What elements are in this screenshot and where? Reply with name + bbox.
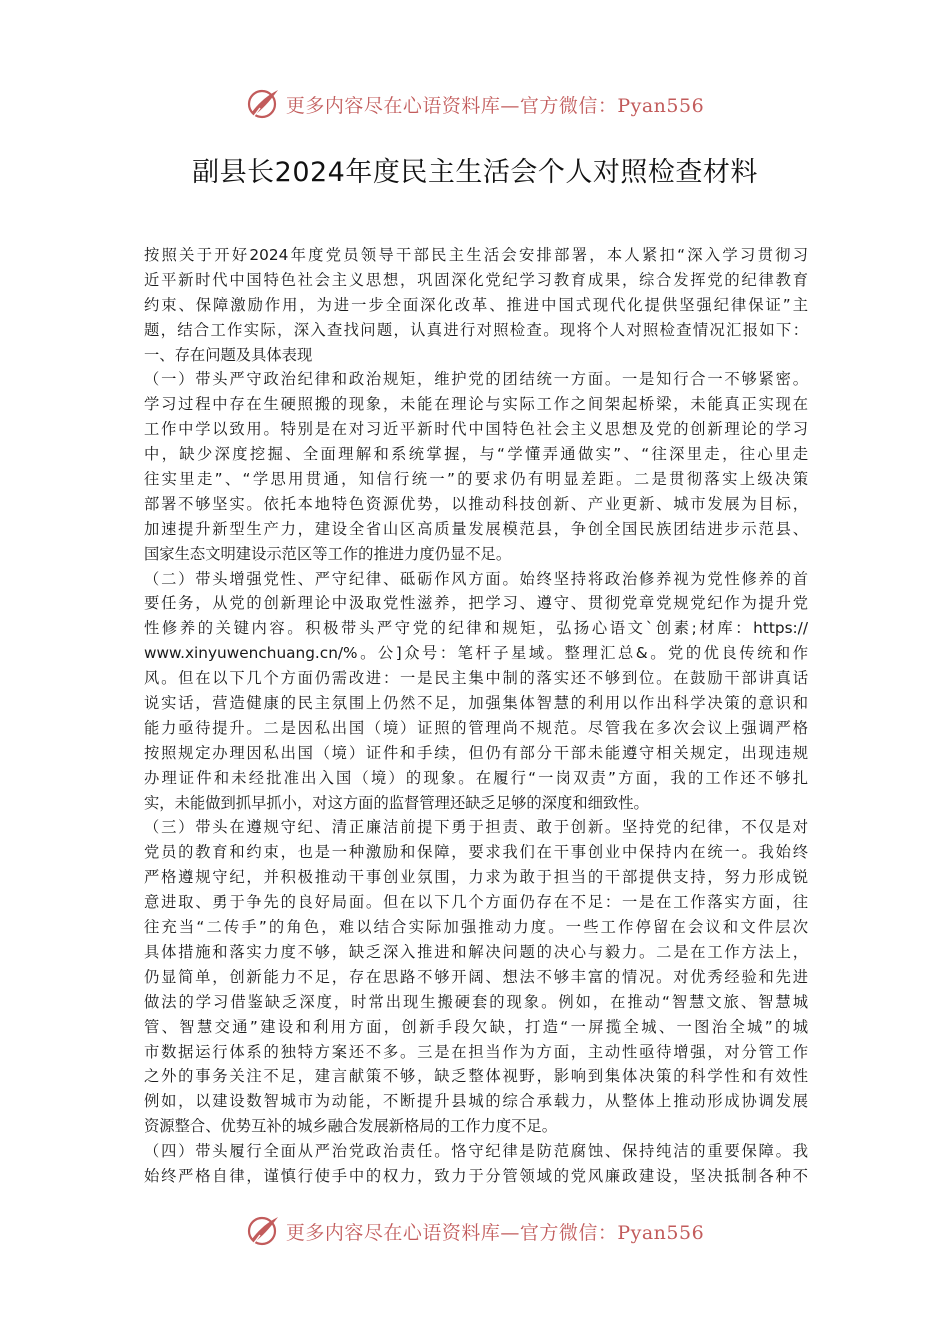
text-line: 近平新时代中国特色社会主义思想，巩固深化党纪学习教育成果，综合发挥党的纪律教育 — [144, 270, 808, 289]
text-line: （三）带头在遵规守纪、清正廉洁前提下勇于担责、敢于创新。坚持党的纪律，不仅是对 — [144, 818, 808, 837]
text-line: 国家生态文明建设示范区等工作的推进力度仍显不足。 — [144, 544, 512, 563]
text-line: 做法的学习借鉴缺乏深度，时常出现生搬硬套的现象。例如，在推动“智慧文旅、智慧城 — [144, 992, 808, 1011]
text-line: 中，缺少深度挖掘、全面理解和系统掌握，与“学懂弄通做实”、“往深里走，往心里走 — [144, 445, 808, 464]
text-line: 一、存在问题及具体表现 — [144, 345, 313, 364]
banner-text: 更多内容尽在心语资料库—官方微信：Pyan556 — [285, 94, 705, 117]
text-line: （四）带头履行全面从严治党政治责任。恪守纪律是防范腐蚀、保持纯洁的重要保障。我 — [144, 1142, 808, 1161]
text-line: 按照规定办理因私出国（境）证件和手续，但仍有部分干部未能遵守相关规定，出现违规 — [144, 743, 808, 762]
text-line: 之外的事务关注不足，建言献策不够，缺乏整体视野，影响到集体决策的科学性和有效性 — [144, 1067, 808, 1086]
text-line: （一）带头严守政治纪律和政治规矩，维护党的团结统一方面。一是知行合一不够紧密。 — [144, 370, 808, 389]
text-line: 按照关于开好2024年度党员领导干部民主生活会安排部署，本人紧扣“深入学习贯彻习 — [144, 246, 808, 264]
text-line: 加速提升新型生产力，建设全省山区高质量发展模范县，争创全国民族团结进步示范县、 — [144, 519, 808, 538]
text-line: 风。但在以下几个方面仍需改进：一是民主集中制的落实还不够到位。在鼓励干部讲真话 — [144, 669, 808, 688]
text-line: 实，未能做到抓早抓小，对这方面的监督管理还缺乏足够的深度和细致性。 — [144, 793, 649, 812]
text-line: 要任务，从党的创新理论中汲取党性滋养，把学习、遵守、贯彻党章党规党纪作为提升党 — [144, 594, 808, 613]
text-line: 例如，以建设数智城市为动能，不断提升县城的综合承载力，从整体上推动形成协调发展 — [144, 1092, 808, 1111]
text-line: 办理证件和未经批准出入国（境）的现象。在履行“一岗双责”方面，我的工作还不够扎 — [144, 768, 808, 787]
text-line: 学习过程中存在生硬照搬的现象，未能在理论与实际工作之间架起桥梁，未能真正实现在 — [144, 395, 808, 414]
text-line: 资源整合、优势互补的城乡融合发展新格局的工作力度不足。 — [144, 1117, 558, 1136]
text-line: （二）带头增强党性、严守纪律、砥砺作风方面。始终坚持将政治修养视为党性修养的首 — [144, 569, 808, 588]
header-banner — [0, 84, 950, 124]
text-line: 工作中学以致用。特别是在对习近平新时代中国特色社会主义思想及党的创新理论的学习 — [144, 420, 808, 439]
text-line: 具体措施和落实力度不够，缺乏深入推进和解决问题的决心与毅力。二是在工作方法上， — [144, 942, 808, 961]
quill-logo-icon — [246, 86, 282, 122]
text-line: 始终严格自律，谨慎行使手中的权力，致力于分管领域的党风廉政建设，坚决抵制各种不 — [144, 1166, 808, 1185]
text-line: 市数据运行体系的独特方案还不多。三是在担当作为方面，主动性亟待增强，对分管工作 — [144, 1042, 808, 1061]
text-line: 题，结合工作实际，深入查找问题，认真进行对照检查。现将个人对照检查情况汇报如下： — [144, 320, 808, 339]
document-title: 副县长2024年度民主生活会个人对照检查材料 — [192, 157, 758, 188]
text-line: 性修养的关键内容。积极带头严守党的纪律和规矩，弘扬心语文`创素;材库：https:// — [144, 619, 808, 638]
text-line: 往充当“二传手”的角色，难以结合实际加强推动力度。一些工作停留在会议和文件层次 — [144, 918, 808, 937]
text-line: 能力亟待提升。二是因私出国（境）证照的管理尚不规范。尽管我在多次会议上强调严格 — [144, 718, 808, 737]
footer-banner — [0, 1211, 950, 1251]
text-line: 仍显简单，创新能力不足，存在思路不够开阔、想法不够丰富的情况。对优秀经验和先进 — [144, 967, 808, 986]
text-line: 说实话，营造健康的民主氛围上仍然不足，加强集体智慧的利用以作出科学决策的意识和 — [144, 694, 808, 713]
text-line: 党员的教育和约束，也是一种激励和保障，要求我们在干事创业中保持内在统一。我始终 — [144, 843, 808, 862]
text-line: www.xinyuwenchuang.cn/%。公]众号：笔杆子星域。整理汇总&。党的优良传统和作 — [144, 644, 808, 663]
quill-logo-icon — [246, 1213, 282, 1249]
text-line: 往实里走”、“学思用贯通，知信行统一”的要求仍有明显差距。二是贯彻落实上级决策 — [144, 470, 808, 489]
document-body — [144, 243, 808, 1189]
text-line: 部署不够坚实。依托本地特色资源优势，以推动科技创新、产业更新、城市发展为目标， — [144, 494, 808, 513]
banner-text: 更多内容尽在心语资料库—官方微信：Pyan556 — [285, 1221, 705, 1244]
text-line: 意进取、勇于争先的良好局面。但在以下几个方面仍存在不足：一是在工作落实方面，往 — [144, 893, 808, 912]
text-line: 约束、保障激励作用，为进一步全面深化改革、推进中国式现代化提供坚强纪律保证”主 — [144, 295, 808, 314]
text-line: 严格遵规守纪，并积极推动干事创业氛围，力求为敢于担当的干部提供支持，努力形成锐 — [144, 868, 808, 887]
text-line: 管、智慧交通”建设和利用方面，创新手段欠缺，打造“一屏揽全城、一图治全城”的城 — [144, 1017, 808, 1036]
